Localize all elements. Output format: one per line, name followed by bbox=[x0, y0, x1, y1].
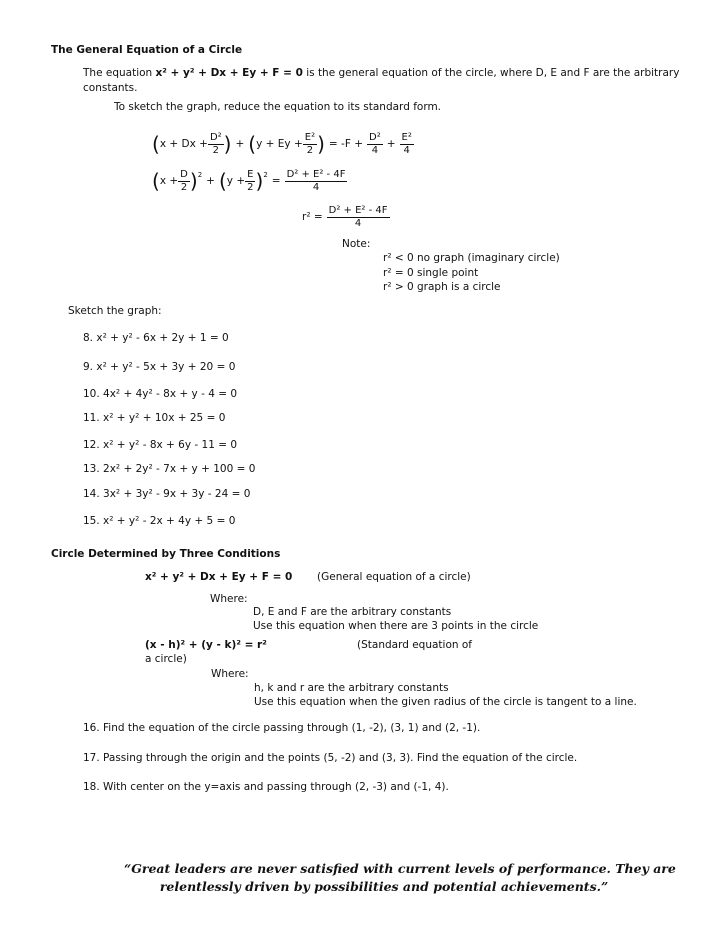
left-paren: ( bbox=[218, 169, 227, 193]
section-title-three-conditions: Circle Determined by Three Conditions bbox=[51, 548, 281, 560]
note-item: r² = 0 single point bbox=[383, 267, 479, 279]
standard-equation: (x - h)² + (y - k)² = r² bbox=[145, 639, 267, 651]
exponent: 2 bbox=[263, 171, 268, 179]
intro-text-pre: The equation bbox=[83, 67, 156, 79]
plus-sign: + bbox=[235, 138, 245, 150]
left-paren: ( bbox=[248, 132, 257, 156]
denominator: 4 bbox=[403, 144, 410, 156]
right-paren: ) bbox=[255, 169, 264, 193]
denominator: 2 bbox=[306, 144, 314, 156]
denominator: 2 bbox=[180, 181, 188, 193]
plus-sign: + bbox=[206, 175, 215, 187]
denominator: 4 bbox=[371, 144, 379, 156]
quote-line-1: “Great leaders are never satisfied with current levels of performance. They are bbox=[124, 861, 676, 876]
intro-paragraph bbox=[83, 67, 679, 79]
numerator: D² bbox=[209, 132, 222, 143]
fraction-rhs-line3 bbox=[327, 205, 390, 229]
problem-item: 10. 4x² + 4y² - 8x + y - 4 = 0 bbox=[83, 388, 238, 400]
where-item: h, k and r are the arbitrary constants bbox=[254, 682, 449, 694]
closing-quote bbox=[124, 860, 676, 896]
problem-item: 12. x² + y² - 8x + 6y - 11 = 0 bbox=[83, 439, 238, 451]
numerator: E² bbox=[401, 132, 412, 143]
plus-sign: + bbox=[386, 138, 396, 150]
derivation-line-1 bbox=[152, 132, 414, 156]
numerator: E bbox=[247, 169, 254, 180]
term-y-ey: y + Ey + bbox=[256, 138, 303, 150]
standard-equation-label-cont: a circle) bbox=[145, 653, 187, 665]
fraction-d2-over-4 bbox=[367, 132, 383, 156]
where-item: D, E and F are the arbitrary constants bbox=[253, 606, 452, 618]
note-item: r² > 0 graph is a circle bbox=[383, 281, 501, 293]
equals-sign: = bbox=[271, 175, 281, 187]
numerator: D² bbox=[369, 132, 381, 143]
note-label: Note: bbox=[342, 238, 371, 250]
right-paren: ) bbox=[223, 132, 232, 156]
quote-line-2: relentlessly driven by possibilities and potential achievements.” bbox=[159, 879, 609, 895]
numerator: E² bbox=[304, 132, 316, 143]
denominator: 4 bbox=[312, 181, 320, 193]
exponent: 2 bbox=[197, 171, 203, 179]
problem-item: 18. With center on the y=axis and passing through (2, -3) and (-1, 4). bbox=[83, 781, 449, 793]
problem-item: 17. Passing through the origin and the points (5, -2) and (3, 3). Find the equation of the circle. bbox=[83, 752, 578, 764]
derivation-line-2 bbox=[152, 169, 347, 193]
right-paren: ) bbox=[317, 132, 325, 156]
term-x: x + bbox=[159, 175, 179, 187]
fraction-e2-over-4 bbox=[400, 132, 414, 156]
equals-neg-f: = -F + bbox=[328, 138, 364, 150]
denominator: 2 bbox=[212, 144, 219, 156]
sketch-instruction: To sketch the graph, reduce the equation to its standard form. bbox=[114, 101, 442, 113]
numerator: D² + E² - 4F bbox=[286, 169, 346, 180]
denominator: 4 bbox=[354, 217, 362, 229]
fraction-e-over-2 bbox=[245, 169, 255, 193]
fraction-d2-over-2 bbox=[208, 132, 224, 156]
problem-item: 9. x² + y² - 5x + 3y + 20 = 0 bbox=[83, 361, 236, 373]
term-x-dx: x + Dx + bbox=[159, 138, 208, 150]
fraction-d-over-2 bbox=[178, 169, 190, 193]
denominator: 2 bbox=[247, 181, 254, 193]
general-equation: x² + y² + Dx + Ey + F = 0 bbox=[145, 571, 293, 583]
derivation-line-3 bbox=[298, 205, 390, 229]
where-item: Use this equation when the given radius of the circle is tangent to a line. bbox=[254, 696, 637, 708]
right-paren: ) bbox=[189, 169, 198, 193]
left-paren: ( bbox=[152, 132, 160, 156]
where-label: Where: bbox=[211, 668, 249, 680]
general-equation-label: (General equation of a circle) bbox=[317, 571, 471, 583]
where-item: Use this equation when there are 3 points in the circle bbox=[253, 620, 539, 632]
sketch-heading: Sketch the graph: bbox=[68, 305, 162, 317]
intro-line-2: constants. bbox=[83, 82, 138, 94]
numerator: D² + E² - 4F bbox=[328, 205, 388, 216]
where-label: Where: bbox=[210, 593, 248, 605]
problem-item: 15. x² + y² - 2x + 4y + 5 = 0 bbox=[83, 515, 236, 527]
problem-item: 8. x² + y² - 6x + 2y + 1 = 0 bbox=[83, 332, 229, 344]
r-squared-equals: r² = bbox=[302, 211, 323, 223]
standard-equation-label: (Standard equation of bbox=[357, 639, 472, 651]
term-y: y + bbox=[226, 175, 246, 187]
left-paren: ( bbox=[152, 169, 160, 193]
numerator: D bbox=[180, 169, 188, 180]
problem-item: 16. Find the equation of the circle passing through (1, -2), (3, 1) and (2, -1). bbox=[83, 722, 481, 734]
fraction-e2-over-2 bbox=[303, 132, 317, 156]
intro-text-post: is the general equation of the circle, where D, E and F are the arbitrary bbox=[302, 67, 680, 79]
intro-equation: x² + y² + Dx + Ey + F = 0 bbox=[155, 67, 303, 79]
section-title-general-equation: The General Equation of a Circle bbox=[51, 44, 243, 56]
fraction-rhs-line2 bbox=[285, 169, 348, 193]
problem-item: 14. 3x² + 3y² - 9x + 3y - 24 = 0 bbox=[83, 488, 251, 500]
note-item: r² < 0 no graph (imaginary circle) bbox=[383, 252, 560, 264]
problem-item: 13. 2x² + 2y² - 7x + y + 100 = 0 bbox=[83, 463, 256, 475]
problem-item: 11. x² + y² + 10x + 25 = 0 bbox=[83, 412, 226, 424]
